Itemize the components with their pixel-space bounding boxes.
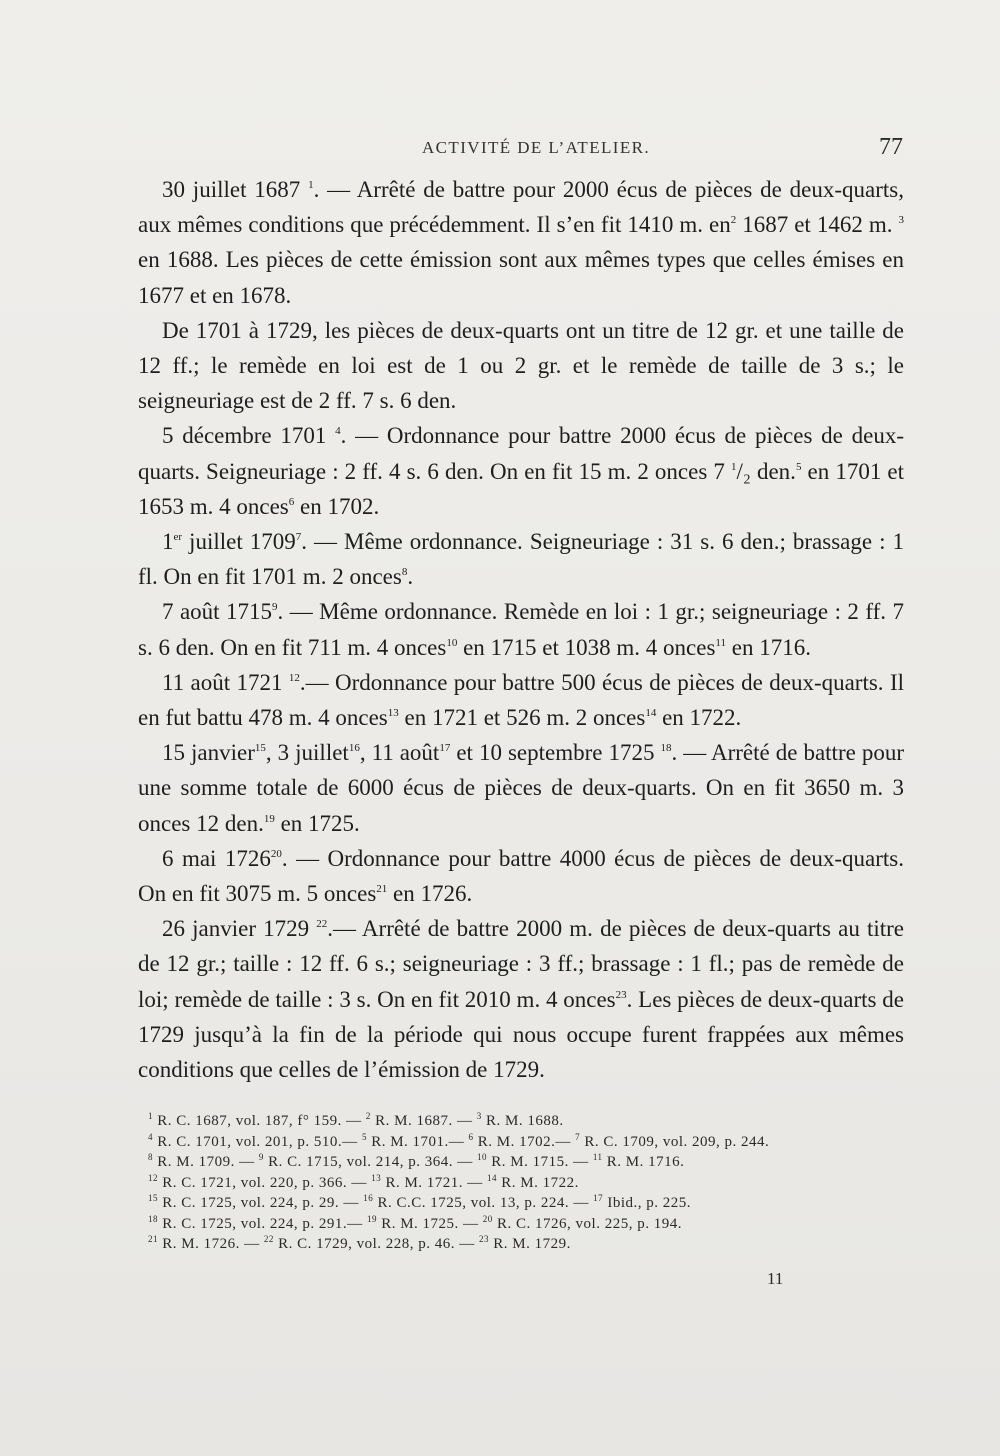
footnotes (138, 1111, 904, 1255)
text-run: .— Ordonnance pour battre 500 écus de pièces de deux-quarts. Il en fut battu 478 m. 4 onces (138, 669, 904, 731)
body-paragraph (138, 418, 904, 524)
note-reference: 22 (263, 1234, 274, 1244)
text-run: . — Arrêté de battre pour une somme totale de 6000 écus de pièces de deux-quarts. On en fit 3650 m. 3 onces 12 den. (138, 740, 904, 836)
text-run: R. M. 1701.— (366, 1133, 469, 1150)
note-reference: er (173, 531, 183, 544)
text-run: R. M. 1726. — (158, 1236, 264, 1252)
note-reference: 6 (468, 1131, 474, 1142)
note-reference: 14 (487, 1172, 498, 1183)
note-reference: 16 (363, 1193, 374, 1203)
text-run: . — Ordonnance pour battre 2000 écus de pièces de deux-quarts. Seigneuriage : 2 ff. 4 s. 6 den. On en fit 15 m. 2 onces 7 (138, 423, 904, 484)
text-run: 1 (162, 529, 174, 555)
text-run: en 1726. (387, 881, 473, 907)
text-run: R. C. 1725, vol. 224, p. 29. — (158, 1195, 364, 1211)
text-run: . — Arrêté de battre pour 2000 écus de pièces de deux-quarts, aux mêmes conditions que précédemment. Il s’en fit 1410 m. en (138, 177, 904, 238)
body-paragraph (138, 841, 904, 911)
text-run: . Les pièces de deux-quarts de 1729 jusqu’à la fin de la période qui nous occupe furent frappées aux mêmes conditions que celles de l’émission de 1729. (138, 986, 904, 1083)
note-reference: 4 (335, 425, 341, 438)
note-reference: 21 (148, 1234, 158, 1244)
note-reference: 13 (387, 707, 399, 720)
text-run: en 1722. (656, 705, 742, 731)
note-reference: 17 (439, 742, 451, 755)
text-run: en 1702. (294, 493, 380, 519)
text-run: juillet 1709 (182, 529, 296, 555)
text-run: . — Même ordonnance. Seigneuriage : 31 s. 6 den.; brassage : 1 fl. On en fit 1701 m. 2 onces (138, 529, 904, 590)
note-reference: 20 (482, 1213, 493, 1224)
body-paragraph (138, 172, 904, 313)
text-run: R. M. 1702.— (473, 1133, 576, 1150)
note-reference: 23 (479, 1234, 490, 1244)
text-run: R. M. 1716. (602, 1154, 685, 1170)
note-reference: 14 (645, 707, 657, 720)
note-reference: 20 (270, 847, 282, 860)
text-run: De 1701 à 1729, les pièces de deux-quarts ont un titre de 12 gr. et une taille de 12 ff.; le remède en loi est de 1 ou 2 gr. et le remède de taille de 3 s.; le seigneuriage est de 2 ff. 7 s. 6 den. (138, 317, 904, 414)
text-run: R. C. 1715, vol. 214, p. 364. — (263, 1154, 478, 1170)
text-run: 1687 et 1462 m. (736, 212, 899, 238)
note-reference: 7 (575, 1131, 581, 1142)
footnote-line (138, 1193, 904, 1214)
text-run: . — Ordonnance pour battre 4000 écus de pièces de deux-quarts. On en fit 3075 m. 5 onces (138, 845, 904, 907)
text-run: en 1725. (274, 810, 360, 836)
note-reference: 5 (795, 460, 802, 473)
note-reference: 22 (316, 918, 328, 931)
footnote-line (138, 1214, 904, 1235)
text-run: R. M. 1687. — (370, 1113, 477, 1129)
text-run: R. M. 1722. (497, 1174, 579, 1191)
text-run: R. M. 1715. — (487, 1154, 593, 1170)
page-number: 77 (879, 134, 903, 160)
text-run: en 1716. (726, 634, 811, 660)
note-reference: 10 (477, 1152, 488, 1162)
note-reference: 21 (376, 883, 388, 896)
note-reference: 16 (348, 742, 360, 755)
body-paragraph (138, 735, 904, 841)
text-run: 30 juillet 1687 (162, 177, 309, 202)
text-run: 7 août 1715 (162, 599, 273, 625)
signature-mark: 11 (767, 1269, 784, 1288)
text-run: R. C. 1726, vol. 225, p. 194. (492, 1215, 682, 1232)
note-reference: 11 (715, 636, 726, 649)
note-reference: 8 (148, 1152, 153, 1162)
text-run: R. M. 1721. — (381, 1174, 488, 1191)
text-run: R. C. 1709, vol. 209, p. 244. (580, 1133, 770, 1150)
note-reference: 19 (263, 812, 275, 825)
text-run: 11 août 1721 (162, 669, 289, 695)
note-reference: 12 (288, 671, 300, 684)
text-run: , 11 août (359, 740, 440, 766)
note-reference: 18 (148, 1213, 158, 1224)
text-run: 15 janvier (162, 740, 255, 766)
note-reference: 19 (366, 1213, 377, 1224)
note-reference: 15 (254, 742, 266, 755)
text-run: R. M. 1709. — (153, 1154, 259, 1170)
text-run: 26 janvier 1729 (162, 916, 317, 942)
footnote-line (138, 1234, 904, 1255)
text-run: et 10 septembre 1725 (450, 740, 661, 766)
text-run: en 1715 et 1038 m. 4 onces (457, 634, 716, 660)
note-reference: 10 (446, 636, 458, 649)
text-run: . (407, 564, 414, 590)
note-reference: 23 (615, 988, 627, 1001)
note-reference: 8 (401, 566, 408, 579)
text-run: R. M. 1729. (489, 1236, 571, 1252)
text-run: /₂ den. (736, 458, 796, 484)
footnote-line (138, 1173, 904, 1194)
footnote-line (138, 1152, 904, 1173)
body-paragraph (138, 594, 904, 664)
body-paragraph (138, 665, 904, 735)
note-reference: 2 (365, 1111, 371, 1121)
text-run: en 1701 et 1653 m. 4 onces (138, 458, 905, 519)
note-reference: 7 (295, 531, 302, 544)
text-run: R. C. 1701, vol. 201, p. 510.— (153, 1133, 362, 1150)
text-run: R. C. 1687, vol. 187, f° 159. — (153, 1113, 366, 1129)
note-reference: 5 (361, 1131, 367, 1142)
body-paragraph (138, 313, 904, 419)
text-run: Ibid., p. 225. (603, 1195, 692, 1211)
note-reference: 11 (592, 1152, 603, 1162)
note-reference: 13 (371, 1172, 382, 1183)
text-run: R. C. 1729, vol. 228, p. 46. — (273, 1236, 480, 1252)
note-reference: 9 (258, 1152, 264, 1162)
body-text (138, 172, 904, 1087)
text-run: . — Même ordonnance. Remède en loi : 1 gr.; seigneuriage : 2 ff. 7 s. 6 den. On en fit 711 m. 4 onces (138, 599, 904, 660)
text-run: R. M. 1688. (481, 1113, 564, 1129)
body-paragraph (138, 524, 904, 594)
note-reference: 18 (660, 742, 672, 755)
note-reference: 2 (730, 214, 737, 227)
note-reference: 1 (148, 1111, 153, 1121)
note-reference: 6 (288, 495, 295, 508)
text-run: , 3 juillet (265, 740, 349, 766)
text-run: en 1721 et 526 m. 2 onces (398, 705, 646, 731)
text-run: R. C.C. 1725, vol. 13, p. 224. — (373, 1195, 594, 1211)
note-reference: 17 (593, 1193, 604, 1203)
footnote-line (138, 1132, 904, 1153)
text-run: R. C. 1725, vol. 224, p. 291.— (158, 1215, 367, 1232)
running-head: ACTIVITÉ DE L’ATELIER. (422, 138, 650, 157)
note-reference: 15 (148, 1193, 158, 1203)
body-paragraph (138, 911, 904, 1087)
text-run: R. M. 1725. — (376, 1215, 483, 1232)
note-reference: 4 (148, 1131, 153, 1142)
note-reference: 3 (898, 214, 904, 227)
text-run: en 1688. Les pièces de cette émission sont aux mêmes types que celles émises en 1677 et en 1678. (138, 247, 904, 308)
text-run: R. C. 1721, vol. 220, p. 366. — (158, 1174, 372, 1191)
page-header (138, 134, 903, 166)
note-reference: 1 (730, 460, 737, 473)
note-reference: 3 (476, 1111, 482, 1121)
text-run: 5 décembre 1701 (162, 423, 336, 449)
note-reference: 9 (272, 601, 278, 614)
note-reference: 1 (308, 179, 314, 191)
note-reference: 12 (148, 1172, 158, 1183)
text-run: .— Arrêté de battre 2000 m. de pièces de deux-quarts au titre de 12 gr.; taille : 12 ff. 6 s.; seigneuriage : 3 ff.; brassage : 1 fl.; pas de remède de loi; remède de taille : 3 s. On en fit 2010 m. 4 onces (138, 916, 904, 1012)
text-run: 6 mai 1726 (162, 845, 271, 871)
footnote-line (138, 1111, 904, 1132)
